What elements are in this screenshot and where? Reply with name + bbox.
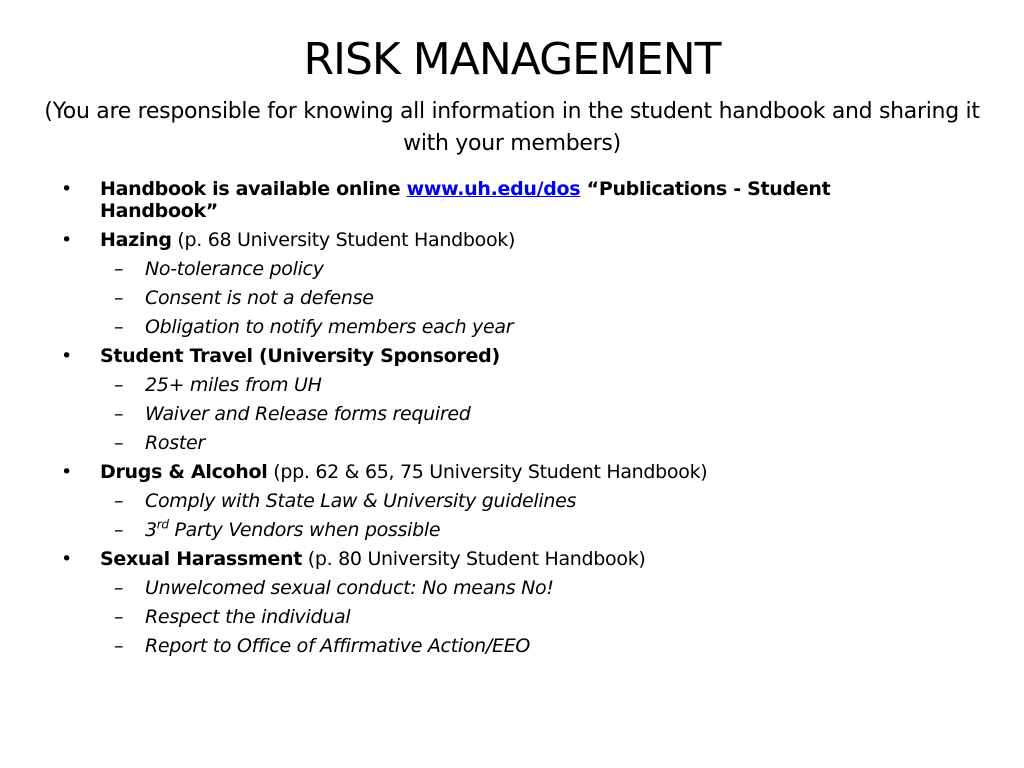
- handbook-lead-text: Handbook is available online: [100, 178, 407, 200]
- dash-icon: –: [114, 432, 124, 454]
- vendor-ordinal-suffix: rd: [156, 517, 169, 532]
- hazing-heading: Hazing: [100, 229, 172, 251]
- harassment-sub-item: [0, 577, 1024, 599]
- sub-item-text: Consent is not a defense: [145, 287, 374, 309]
- slide-subtitle: (You are responsible for knowing all information in the student handbook and sharing it with your members): [44, 99, 980, 156]
- bullet-student-travel: [0, 345, 1024, 367]
- dash-icon: –: [114, 519, 124, 541]
- dash-icon: –: [114, 316, 124, 338]
- sexual-harassment-heading: Sexual Harassment: [100, 548, 303, 570]
- dash-icon: –: [114, 606, 124, 628]
- vendor-number: 3: [145, 519, 157, 541]
- bullet-dot-icon: •: [61, 229, 72, 251]
- bullet-list: [0, 178, 1024, 664]
- sub-item-text: 25+ miles from UH: [145, 374, 322, 396]
- hazing-sub-item: [0, 287, 1024, 309]
- dash-icon: –: [114, 403, 124, 425]
- sub-item-text: Roster: [145, 432, 205, 454]
- travel-sub-item: [0, 432, 1024, 454]
- bullet-dot-icon: •: [61, 548, 72, 570]
- hazing-sub-item: [0, 316, 1024, 338]
- sub-item-text: Obligation to notify members each year: [145, 316, 514, 338]
- bullet-dot-icon: •: [61, 178, 72, 200]
- slide-title: RISK MANAGEMENT: [303, 34, 721, 85]
- bullet-handbook: [0, 178, 1024, 222]
- travel-sub-item: [0, 403, 1024, 425]
- sub-item-text: Unwelcomed sexual conduct: No means No!: [145, 577, 554, 599]
- dash-icon: –: [114, 258, 124, 280]
- sub-item-text: No-tolerance policy: [145, 258, 324, 280]
- sub-item-text: Report to Office of Affirmative Action/EEO: [145, 635, 531, 657]
- drugs-sub-item: [0, 519, 1024, 541]
- drugs-alcohol-heading: Drugs & Alcohol: [100, 461, 268, 483]
- bullet-sexual-harassment: [0, 548, 1024, 570]
- dash-icon: –: [114, 577, 124, 599]
- hazing-reference: (p. 68 University Student Handbook): [171, 229, 516, 251]
- drugs-sub-item: [0, 490, 1024, 512]
- vendor-text: Party Vendors when possible: [168, 519, 441, 541]
- sexual-harassment-reference: (p. 80 University Student Handbook): [302, 548, 646, 570]
- harassment-sub-item: [0, 635, 1024, 657]
- drugs-alcohol-reference: (pp. 62 & 65, 75 University Student Handbook): [267, 461, 708, 483]
- sub-item-text: Waiver and Release forms required: [145, 403, 471, 425]
- travel-sub-item: [0, 374, 1024, 396]
- handbook-link[interactable]: www.uh.edu/dos: [406, 178, 581, 200]
- sub-item-text: Respect the individual: [145, 606, 351, 628]
- sub-item-text: Comply with State Law & University guidelines: [145, 490, 577, 512]
- harassment-sub-item: [0, 606, 1024, 628]
- dash-icon: –: [114, 374, 124, 396]
- hazing-sub-item: [0, 258, 1024, 280]
- dash-icon: –: [114, 490, 124, 512]
- bullet-drugs-alcohol: [0, 461, 1024, 483]
- bullet-hazing: [0, 229, 1024, 251]
- dash-icon: –: [114, 635, 124, 657]
- dash-icon: –: [114, 287, 124, 309]
- bullet-dot-icon: •: [61, 461, 72, 483]
- student-travel-heading: Student Travel (University Sponsored): [100, 345, 500, 367]
- bullet-dot-icon: •: [61, 345, 72, 367]
- handbook-tail-text: “Publications - Student Handbook”: [100, 178, 831, 222]
